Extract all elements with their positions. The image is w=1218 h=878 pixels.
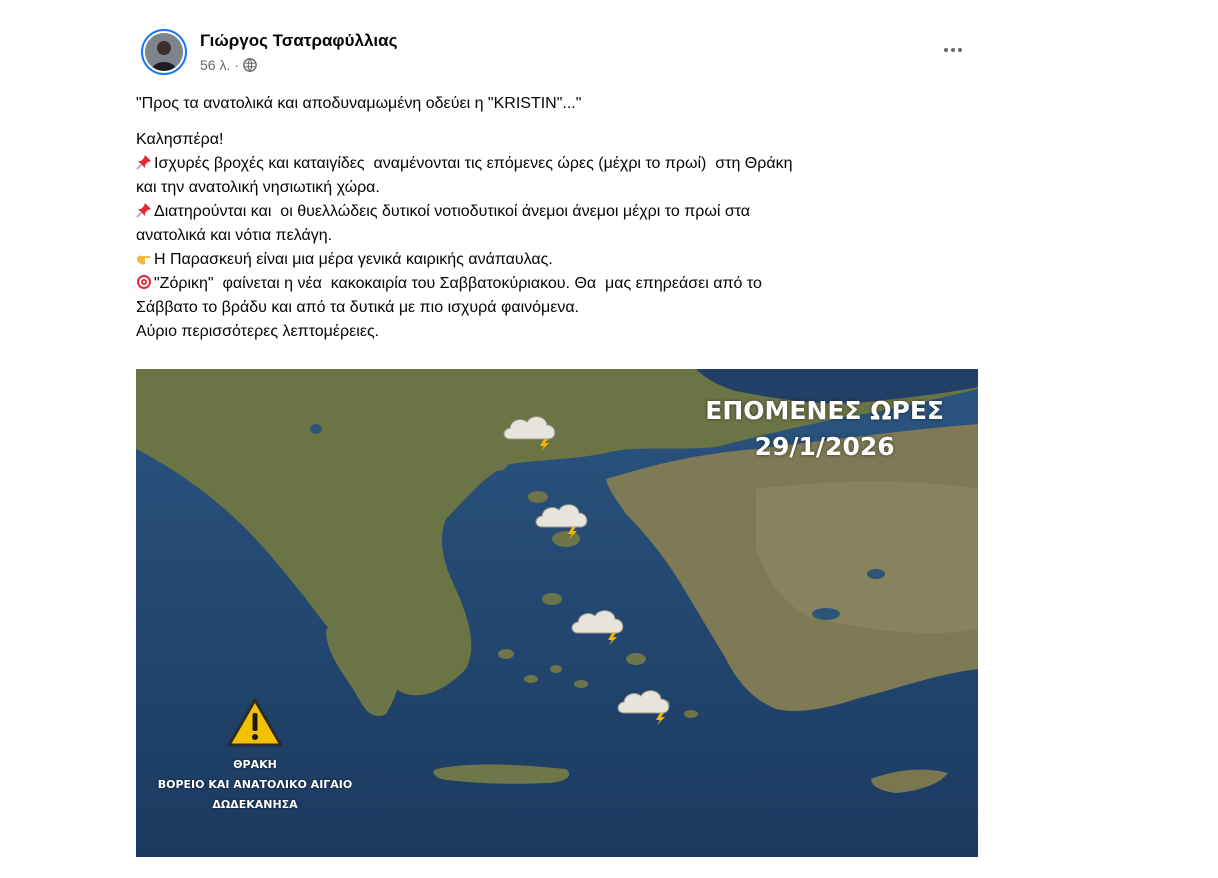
post-line xyxy=(136,128,978,152)
post-line xyxy=(136,296,978,320)
post-quote: "Προς τα ανατολικά και αποδυναμωμένη οδεύει η "KRISTIN"..." xyxy=(136,95,582,112)
post-line xyxy=(136,224,978,248)
avatar[interactable] xyxy=(141,29,187,75)
post-line-text: Καλησπέρα! xyxy=(136,131,224,148)
post-line xyxy=(136,272,978,296)
warning-region-aegean: ΒΟΡΕΙΟ ΚΑΙ ΑΝΑΤΟΛΙΚΟ ΑΙΓΑΙΟ xyxy=(157,778,353,791)
post-meta xyxy=(200,57,257,73)
pushpin-icon xyxy=(136,155,154,172)
post-line xyxy=(136,320,978,344)
post-line-text: Ισχυρές βροχές και καταιγίδες αναμένονται τις επόμενες ώρες (μέχρι το πρωί) στη Θράκη xyxy=(154,155,793,172)
post-header xyxy=(136,20,978,82)
pushpin-icon xyxy=(136,203,154,220)
more-options-icon[interactable] xyxy=(938,40,968,60)
target-icon xyxy=(136,275,154,292)
post-line-text: "Ζόρικη" φαίνεται η νέα κακοκαιρία του Σαββατοκύριακου. Θα μας επηρεάσει από το xyxy=(154,275,762,292)
profile-photo xyxy=(145,33,183,71)
storm-cloud-icon xyxy=(568,605,628,645)
warning-block xyxy=(136,697,374,815)
storm-cloud-icon xyxy=(614,685,674,725)
post-line xyxy=(136,152,978,176)
meta-separator: · xyxy=(234,57,240,73)
post-line xyxy=(136,248,978,272)
post-line-text: ανατολικά και νότια πελάγη. xyxy=(136,227,333,244)
warning-icon xyxy=(226,697,284,749)
map-title-date: 29/1/2026 xyxy=(754,432,895,461)
warning-region-thrace: ΘΡΑΚΗ xyxy=(233,758,277,771)
warning-region-dodecanese: ΔΩΔΕΚΑΝΗΣΑ xyxy=(212,798,298,811)
weather-map-image[interactable] xyxy=(136,369,978,857)
post-line xyxy=(136,176,978,200)
post-line xyxy=(136,200,978,224)
post-line-text: και την ανατολική νησιωτική χώρα. xyxy=(136,179,380,196)
map-title-line1: ΕΠΟΜΕΝΕΣ ΩΡΕΣ xyxy=(705,396,944,425)
storm-cloud-icon xyxy=(532,499,592,539)
post-line-text: Αύριο περισσότερες λεπτομέρειες. xyxy=(136,323,380,340)
post-line-text: Η Παρασκευή είναι μια μέρα γενικά καιρικής ανάπαυλας. xyxy=(154,251,553,268)
pointing-hand-icon xyxy=(136,251,154,268)
facebook-post xyxy=(136,20,978,811)
storm-cloud-icon xyxy=(500,411,560,451)
map-title xyxy=(705,393,944,465)
post-text xyxy=(136,92,978,344)
post-body xyxy=(136,128,978,344)
post-line-text: Διατηρούνται και οι θυελλώδεις δυτικοί νοτιοδυτικοί άνεμοι άνεμοι μέχρι το πρωί στα xyxy=(154,203,751,220)
globe-icon[interactable] xyxy=(243,58,257,72)
post-time[interactable]: 56 λ. xyxy=(200,57,231,73)
post-line-text: Σάββατο το βράδυ και από τα δυτικά με πιο ισχυρά φαινόμενα. xyxy=(136,299,580,316)
author-name[interactable]: Γιώργος Τσατραφύλλιας xyxy=(200,31,398,50)
